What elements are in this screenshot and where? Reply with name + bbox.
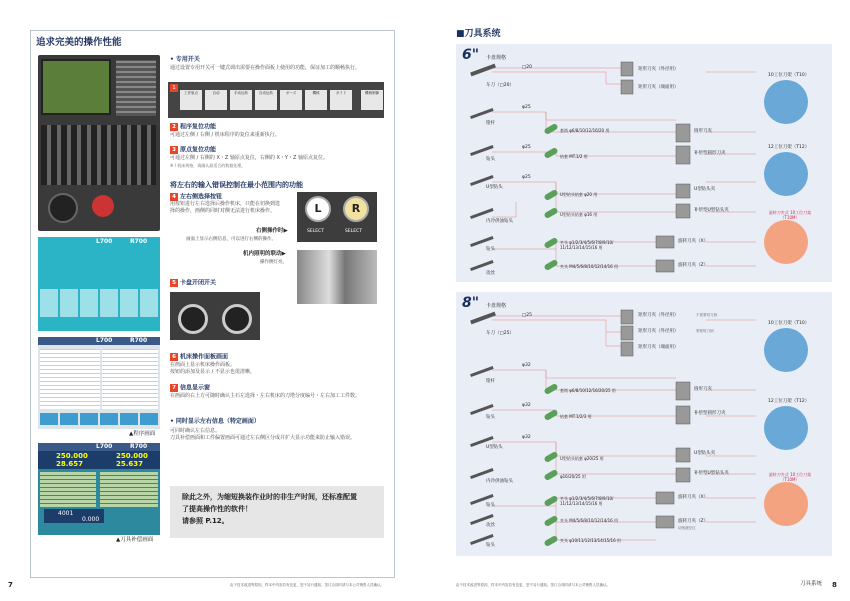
- right-side-head: 右侧操作时▶: [256, 228, 288, 234]
- chuck-switch-head: [170, 279, 216, 287]
- sleeve-label: 夹头 φ1/2/3/4/5/6/7/8/9/10/ 11/12/13/14/15/16 用: [560, 240, 614, 250]
- turret-t12-6: [764, 152, 808, 196]
- info-page-text: 在画面的右上方可随时确认主石左选择・左右机床的刀塔分度编号・左右加工工件数。: [170, 393, 361, 399]
- holder-label: 圆形刀夹: [694, 129, 712, 134]
- program-reset-title: 程序复位功能: [180, 123, 217, 131]
- callout-box: [170, 486, 384, 538]
- sleeve-label: 套筒 φ6/8/10/12/16/20/25 用: [560, 388, 616, 393]
- holder-label: 旋转刀夹（Z）: [678, 263, 709, 268]
- readout-z-right: 25.637: [116, 460, 144, 468]
- machine-page-title: 机床操作面板画面: [180, 353, 229, 361]
- chuck-label-6: 卡盘规格: [486, 55, 507, 61]
- tool-lines-6: [456, 44, 832, 282]
- panel-key: 自动运转: [255, 90, 277, 110]
- tool-system-8inch: [456, 292, 832, 556]
- holder-label: 矩形刀夹（外径用）: [638, 313, 679, 318]
- screen-shot-3: [38, 443, 160, 535]
- row-label: 镗杆: [486, 121, 495, 126]
- info-page-title: 信息显示窗: [180, 384, 211, 392]
- tool-system-6inch: [456, 44, 832, 282]
- badge-number: 6: [170, 353, 178, 361]
- dim-label: φ32: [522, 435, 531, 440]
- origin-return-note: ※ / 机床规格，请确认最适合的数据处理。: [170, 163, 246, 168]
- chuck-right-button: [222, 304, 252, 334]
- right-page-number: 8: [832, 581, 837, 589]
- program-reset-text: 可通过左侧 / 右侧 / 机床程序的复位来重新执行。: [170, 132, 280, 138]
- holder-label: 矩形刀夹（外径用）: [638, 329, 679, 334]
- dedicated-switch-head: • 专用开关: [170, 56, 200, 63]
- badge-number: 2: [170, 123, 178, 131]
- lr-select-head: [170, 193, 222, 201]
- screen-tag: R700: [130, 443, 148, 450]
- badge-number: 3: [170, 146, 178, 154]
- row-label: 车刀（□25）: [486, 331, 514, 336]
- turret-t10m-6: [764, 220, 808, 264]
- holder-label: 旋转刀夹（Z）: [678, 519, 709, 524]
- dedicated-switch-text: 通过设置专用开关可一键式调出需要在操作面板上使用的功能，保证加工的顺畅执行。: [170, 65, 361, 71]
- screen-shot-2: [38, 337, 160, 429]
- origin-return-title: 原点复位功能: [180, 146, 217, 154]
- chuck-size-8: 8": [462, 295, 480, 311]
- sleeve-label: U型钻头钻套 φ16 用: [560, 212, 598, 217]
- row-label: 钻头: [486, 543, 495, 548]
- control-panel-screen: [41, 59, 111, 115]
- row-label: 镗杆: [486, 379, 495, 384]
- right-footer: 由于技术改进等原因，样本中内容若有变更，恕不另行通知。签订合同时请与本公司销售人员确认。: [456, 583, 610, 587]
- holder-label: 旋转刀夹（X）: [678, 495, 709, 500]
- sleeve-label: 夹头 φ10/11/12/13/14/15/16 用: [560, 538, 621, 543]
- panel-key: 手动运转: [230, 90, 252, 110]
- select-label: SELECT: [345, 229, 362, 234]
- turret-t10-8: [764, 328, 808, 372]
- readout-x-left: 250.000: [56, 452, 88, 460]
- screen-tag: R700: [130, 238, 148, 245]
- readout-z-left: 28.657: [56, 460, 84, 468]
- origin-return-text: 可通过左侧 / 右侧的 X・Z 轴原点复位，右侧的 X・Y・Z 轴原点复位。: [170, 155, 328, 161]
- chuck-buttons-image: [170, 292, 260, 340]
- cabin-photo: [297, 250, 377, 304]
- badge-number: 5: [170, 279, 178, 287]
- screen-buttons: [40, 289, 158, 317]
- turret-t12-8: [764, 406, 808, 450]
- turret-t10m-8: [764, 482, 808, 526]
- row-label: 钻头: [486, 157, 495, 162]
- holder-label: 补偿型圆形刀夹: [694, 411, 726, 416]
- row-label: 车刀（□20）: [486, 83, 514, 88]
- turret-label: 10工位刀架（T10）: [768, 321, 810, 326]
- select-left-button: L: [305, 196, 331, 222]
- left-footer: 由于技术改进等原因，样本中内容若有变更，恕不另行通知。签订合同时请与本公司销售人员确认。: [230, 583, 384, 587]
- dim-label: φ25: [522, 105, 531, 110]
- screen-tag: R700: [130, 337, 148, 344]
- machine-page-text1: 在画面上显示机床操作面板。: [170, 362, 236, 368]
- right-side-text: 画面上显示右侧信息，可以进行右侧的操作。: [186, 237, 276, 242]
- row-label: U型钻头: [486, 185, 503, 190]
- simul-text1: 可同时确认左右信息。: [170, 428, 221, 434]
- machine-page-text2: 按钮的添加及显示 / 不显示也很清晰。: [170, 369, 255, 375]
- row-label: 攻丝: [486, 271, 495, 276]
- coolant-note: 切削液经过: [678, 526, 696, 530]
- machine-page-head: [170, 353, 228, 361]
- dim-label: φ25: [522, 175, 531, 180]
- left-title: 追求完美的操作性能: [36, 37, 122, 48]
- select-buttons-image: [297, 192, 377, 242]
- left-page-number: 7: [8, 581, 13, 589]
- right-page-label: 刀具系统: [800, 581, 823, 587]
- caption-offset: ▲刀具补偿画面: [116, 537, 154, 543]
- holder-label: 矩形刀夹（外径用）: [638, 67, 679, 72]
- callout-line1: 除此之外，为缩短换装作业时的非生产时间，还标准配置: [182, 493, 357, 501]
- badge-number: 4: [170, 193, 178, 201]
- sleeve-label: U型钻头钻套 φ20/25 用: [560, 456, 604, 461]
- caption-program: ▲程序画面: [129, 431, 156, 437]
- dedicated-keys-image: 1 工作原点 自动 手动运转 自动运转 ポーズ 機械 ガイド 機械制御: [168, 82, 384, 118]
- sleeve-label: φ16/20/25 用: [560, 474, 586, 479]
- chuck-switch-title: 卡盘开闭开关: [180, 279, 217, 287]
- holder-label: U型钻头夹: [694, 451, 716, 456]
- sleeve-label: U型钻头钻套 φ20 用: [560, 192, 598, 197]
- right-title: ■刀具系统: [456, 29, 501, 39]
- control-panel-keypad: [116, 60, 156, 116]
- screen-tag: L700: [96, 238, 113, 245]
- holder-label: 圆形刀夹: [694, 387, 712, 392]
- sleeve-label: 套筒 φ6/8/10/12/16/20 用: [560, 128, 610, 133]
- callout-line3: 请参照 P.12。: [182, 517, 229, 525]
- input-value: 4001: [58, 510, 74, 517]
- row-label: 内冷供油钻头: [486, 219, 513, 224]
- panel-key: 自动: [205, 90, 227, 110]
- origin-return-head: [170, 146, 216, 154]
- lr-select-title: 左右侧选择按钮: [180, 193, 223, 201]
- panel-key: 機械制御: [361, 90, 383, 110]
- sleeve-label: 夹头 M4/5/6/8/10/12/14/16 用: [560, 264, 618, 269]
- program-reset-head: [170, 123, 216, 131]
- emergency-stop: [92, 195, 114, 217]
- row-label: 钻头: [486, 415, 495, 420]
- turret-label: 12工位刀架（T12）: [768, 145, 810, 150]
- sleeve-label: 钻套 MT.1/2/3 用: [560, 414, 592, 419]
- holder-label: 矩形刀夹（端面用）: [638, 345, 679, 350]
- dim-label: φ25: [522, 145, 531, 150]
- screen-tag: L700: [96, 443, 113, 450]
- input-value-2: 0.000: [82, 516, 100, 523]
- lr-select-text1: 用按钮进行左右选择后操作机床，只能在切换到选: [170, 201, 281, 207]
- row-label: 钻头: [486, 503, 495, 508]
- row-label: 内冷供油钻头: [486, 479, 513, 484]
- dim-label: φ32: [522, 363, 531, 368]
- info-page-head: [170, 384, 210, 392]
- chuck-size-6: 6": [462, 47, 480, 63]
- holder-label: 旋转刀夹（X）: [678, 239, 709, 244]
- holder-note: 不需要短刀柄: [696, 313, 717, 317]
- callout-line2: 了提高操作性的软件！: [182, 505, 252, 513]
- dim-label: □20: [522, 65, 532, 70]
- turret-label: 12工位刀架（T12）: [768, 399, 810, 404]
- dim-label: □25: [522, 313, 532, 318]
- cabin-light-head: 机内照明的联动▶: [243, 251, 286, 257]
- holder-label: 矩形刀夹（端面用）: [638, 85, 679, 90]
- row-label: U型钻头: [486, 445, 503, 450]
- select-right-button: R: [343, 196, 369, 222]
- control-panel-image: [38, 55, 160, 231]
- sleeve-label: 钻套 MT.1/2 用: [560, 154, 588, 159]
- panel-key: ガイド: [330, 90, 352, 110]
- sleeve-label: 夹头 M4/5/6/8/10/12/14/16 用: [560, 518, 618, 523]
- control-panel-buttons: [41, 125, 156, 185]
- sleeve-label: 夹头 φ1/2/3/4/5/6/7/8/9/10/ 11/12/13/14/15/16 用: [560, 496, 614, 506]
- dial-knob: [48, 193, 78, 223]
- turret-t10-6: [764, 80, 808, 124]
- cabin-light-text: 操作侧灯亮。: [260, 260, 287, 265]
- holder-label: 补偿型圆形刀夹: [694, 151, 726, 156]
- readout-x-right: 250.000: [116, 452, 148, 460]
- simul-text2: 刀具补偿画面和工件偏置画面可通过左右侧区分成并扩大显示功能来防止输入错误。: [170, 435, 356, 441]
- screen-tag: L700: [96, 337, 113, 344]
- row-label: 攻丝: [486, 523, 495, 528]
- lr-select-text2: 择的操作，画侧的同时对侧无法进行机床操作。: [170, 208, 276, 214]
- holder-label: 补偿型U型钻头夹: [694, 208, 729, 213]
- panel-key: 機械: [305, 90, 327, 110]
- badge-number: 7: [170, 384, 178, 392]
- mid-title: 将左右的输入错误控制在最小范围内的功能: [170, 181, 303, 189]
- select-label: SELECT: [307, 229, 324, 234]
- panel-key: 工作原点: [180, 90, 202, 110]
- holder-label: 补偿型U型钻头夹: [694, 471, 729, 476]
- chuck-label-8: 卡盘规格: [486, 303, 507, 309]
- chuck-left-button: [178, 304, 208, 334]
- turret-label: 旋转刀夹式 10工位刀架（T10M）: [768, 472, 812, 482]
- holder-label: U型钻头夹: [694, 187, 716, 192]
- simul-head: • 同时显示左右信息（特定画面）: [170, 418, 260, 425]
- row-label: 钻头: [486, 247, 495, 252]
- dim-label: φ32: [522, 403, 531, 408]
- screen-shot-1: [38, 237, 160, 331]
- turret-label: 10工位刀架（T10）: [768, 73, 810, 78]
- holder-note: 厚壁短刀柄: [696, 329, 714, 333]
- turret-label: 旋转刀夹式 10工位刀架（T10M）: [768, 210, 812, 220]
- panel-key: ポーズ: [280, 90, 302, 110]
